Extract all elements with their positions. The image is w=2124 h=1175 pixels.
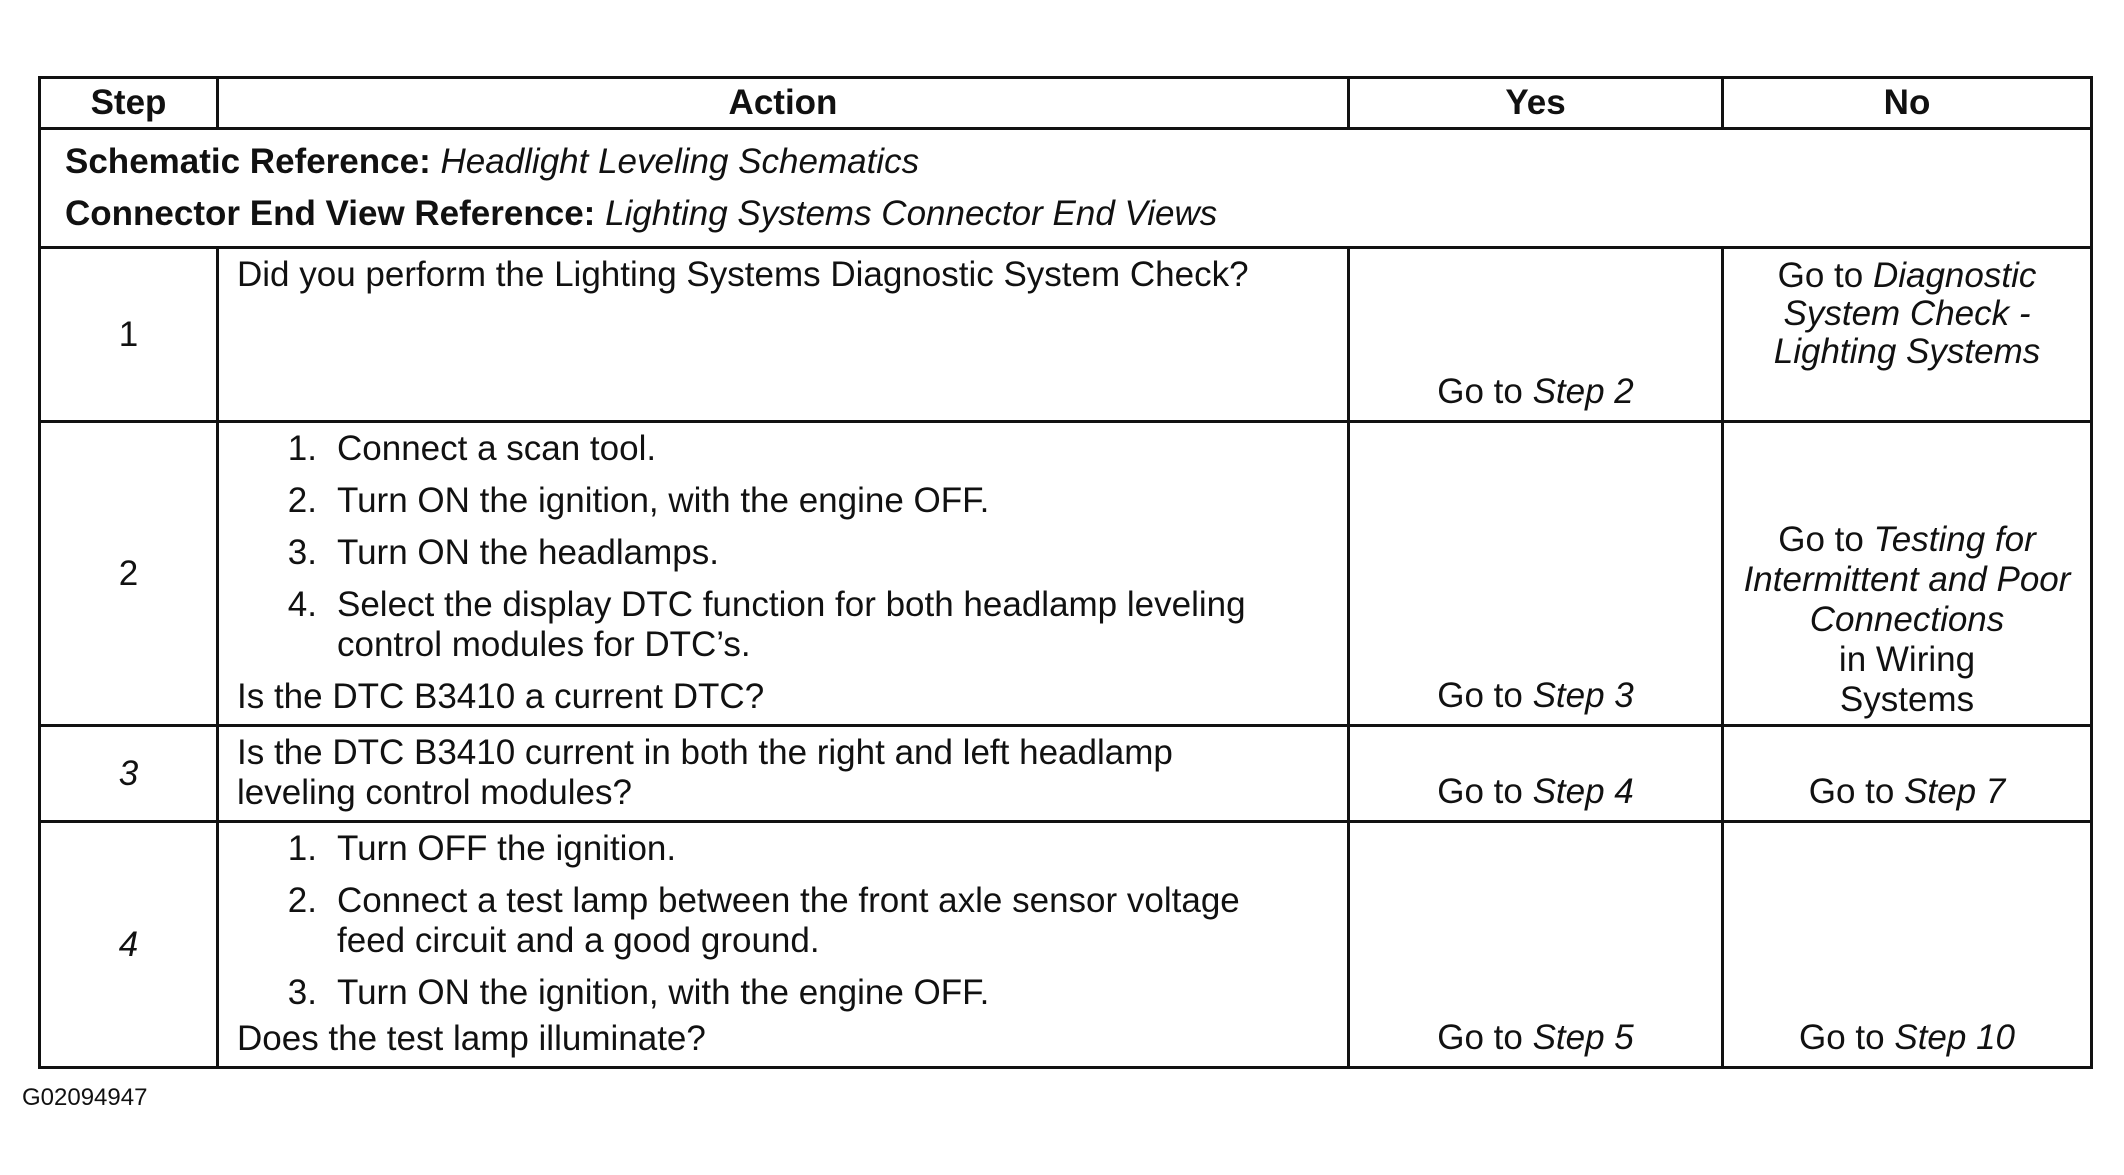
no-goto — [1724, 1018, 2090, 1058]
action-item — [237, 533, 1347, 573]
yes-goto-link[interactable]: Step 5 — [1532, 1018, 1634, 1057]
yes-cell — [1349, 422, 1723, 726]
no-goto-suffix-line-2: Systems — [1839, 680, 1975, 719]
no-goto-link-line-3[interactable]: Connections — [1809, 600, 2005, 639]
no-goto-link-line-1[interactable]: Testing for — [1873, 520, 2036, 559]
no-goto — [1724, 249, 2090, 371]
reference-row — [40, 129, 2092, 248]
no-goto-prefix: Go to — [1777, 256, 1864, 295]
action-cell — [218, 822, 1349, 1068]
action-item — [237, 585, 1347, 665]
action-question: Does the test lamp illuminate? — [237, 1019, 706, 1058]
action-list — [237, 829, 1347, 1013]
action-item-text-line-2: control modules for DTC’s. — [337, 625, 751, 664]
action-cell — [218, 422, 1349, 726]
action-item — [237, 481, 1347, 521]
header-step: Step — [40, 78, 218, 129]
action-item — [237, 881, 1347, 961]
action-question: Did you perform the Lighting Systems Diagnostic System Check? — [237, 255, 1249, 294]
no-goto — [1724, 772, 2090, 812]
action-item-number: 2. — [287, 481, 317, 520]
schematic-reference — [65, 136, 2090, 188]
schematic-reference-label: Schematic Reference: — [65, 142, 431, 181]
diagnostic-table — [38, 76, 2093, 1069]
step-number: 1 — [40, 248, 218, 422]
action-item-text: Turn OFF the ignition. — [337, 829, 677, 868]
yes-cell — [1349, 726, 1723, 822]
action-cell — [218, 726, 1349, 822]
yes-goto — [1350, 772, 1721, 812]
action-item-text: Turn ON the ignition, with the engine OFF. — [337, 481, 990, 520]
action-question: Is the DTC B3410 a current DTC? — [237, 677, 765, 716]
action-item-number: 4. — [287, 585, 317, 624]
action-cell — [218, 248, 1349, 422]
header-no: No — [1723, 78, 2092, 129]
table-row-step-1 — [40, 248, 2092, 422]
yes-goto-prefix: Go to — [1437, 676, 1523, 715]
connector-reference-label: Connector End View Reference: — [65, 194, 596, 233]
action-item-number: 1. — [287, 429, 317, 468]
no-goto — [1724, 520, 2090, 720]
action-item-number: 1. — [287, 829, 317, 868]
no-goto-prefix: Go to — [1808, 772, 1895, 811]
step-number: 3 — [40, 726, 218, 822]
action-item — [237, 973, 1347, 1013]
no-cell — [1723, 422, 2092, 726]
action-question-line-2: leveling control modules? — [237, 773, 632, 812]
action-item — [237, 429, 1347, 469]
no-cell — [1723, 822, 2092, 1068]
no-goto-link-line-2[interactable]: System Check - — [1783, 294, 2031, 333]
action-list — [237, 429, 1347, 665]
connector-reference-link[interactable]: Lighting Systems Connector End Views — [605, 194, 1218, 233]
step-number: 2 — [40, 422, 218, 726]
no-goto-link-line-2[interactable]: Intermittent and Poor — [1743, 560, 2071, 599]
action-item-number: 3. — [287, 973, 317, 1012]
action-question-line-1: Is the DTC B3410 current in both the right and left headlamp — [237, 733, 1173, 772]
no-goto-link[interactable]: Step 10 — [1894, 1018, 2015, 1057]
action-item-text-line-1: Select the display DTC function for both headlamp leveling — [337, 585, 1246, 624]
no-cell — [1723, 726, 2092, 822]
no-goto-link-line-3[interactable]: Lighting Systems — [1773, 332, 2041, 371]
action-item-number: 3. — [287, 533, 317, 572]
no-goto-link[interactable]: Step 7 — [1904, 772, 2006, 811]
no-goto-prefix: Go to — [1799, 1018, 1885, 1057]
no-goto-link-line-1[interactable]: Diagnostic — [1872, 256, 2037, 295]
yes-goto-link[interactable]: Step 4 — [1532, 772, 1634, 811]
yes-goto — [1350, 372, 1721, 412]
action-item-text: Connect a scan tool. — [337, 429, 657, 468]
yes-goto-link[interactable]: Step 3 — [1532, 676, 1634, 715]
table-row-step-2 — [40, 422, 2092, 726]
step-number: 4 — [40, 822, 218, 1068]
action-item — [237, 829, 1347, 869]
action-item-text: Turn ON the headlamps. — [337, 533, 719, 572]
yes-goto-prefix: Go to — [1437, 372, 1523, 411]
reference-cell — [40, 129, 2092, 248]
header-yes: Yes — [1349, 78, 1723, 129]
yes-goto — [1350, 1018, 1721, 1058]
yes-cell — [1349, 822, 1723, 1068]
action-item-text: Turn ON the ignition, with the engine OFF. — [337, 973, 990, 1012]
no-goto-suffix-line-1: in Wiring — [1838, 640, 1976, 679]
action-item-text-line-1: Connect a test lamp between the front axle sensor voltage — [337, 881, 1240, 920]
figure-id: G02094947 — [22, 1084, 148, 1111]
action-item-number: 2. — [287, 881, 317, 920]
connector-reference — [65, 188, 2090, 240]
yes-goto-link[interactable]: Step 2 — [1532, 372, 1634, 411]
no-cell — [1723, 248, 2092, 422]
yes-goto-prefix: Go to — [1437, 772, 1523, 811]
header-action: Action — [218, 78, 1349, 129]
yes-goto — [1350, 676, 1721, 716]
action-item-text-line-2: feed circuit and a good ground. — [337, 921, 820, 960]
table-row-step-3 — [40, 726, 2092, 822]
yes-cell — [1349, 248, 1723, 422]
table-row-step-4 — [40, 822, 2092, 1068]
yes-goto-prefix: Go to — [1437, 1018, 1523, 1057]
header-row — [40, 78, 2092, 129]
no-goto-prefix: Go to — [1778, 520, 1864, 559]
schematic-reference-link[interactable]: Headlight Leveling Schematics — [440, 142, 920, 181]
